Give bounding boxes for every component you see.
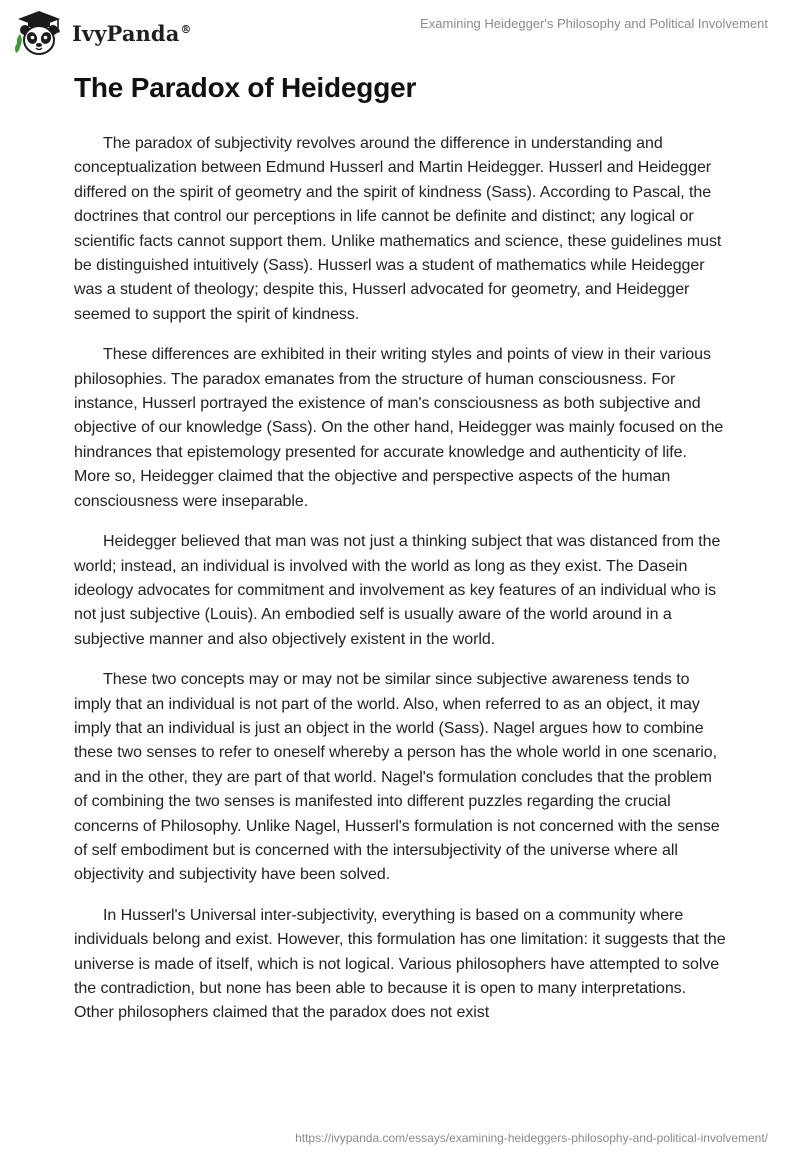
page-title: The Paradox of Heidegger	[74, 72, 417, 103]
logo-wordmark	[72, 21, 192, 46]
paragraph: These two concepts may or may not be similar since subjective awareness tends to imply that an individual is not part of the world. Also, when referred to as an object, it may imply that an individual is just an object in the world (Sass). Nagel argues how to combine these two senses to refer to oneself whereby a person has the whole world in one scenario, and in the other, they are part of that world. Nagel's formulation concludes that the problem of combining the two senses is manifested into different puzzles regarding the crucial concerns of Philosophy. Unlike Nagel, Husserl's formulation is not concerned with the sense of self embodiment but is concerned with the intersubjectivity of the universe where all objectivity and subjectivity have been solved.	[74, 671, 720, 884]
panda-graduate-icon	[14, 8, 64, 58]
page-header	[0, 0, 800, 64]
source-url-link[interactable]: https://ivypanda.com/essays/examining-heideggers-philosophy-and-political-involvement/	[295, 1131, 768, 1145]
paragraph: In Husserl's Universal inter-subjectivity, everything is based on a community where individuals belong and exist. However, this formulation has one limitation: it suggests that the universe is made of itself, which is not logical. Various philosophers have attempted to solve the contradiction, but none has been able to because it is open to many interpretations. Other philosophers claimed that the paradox does not exist	[74, 906, 726, 1022]
ivypanda-logo[interactable]	[14, 8, 192, 58]
paragraph: The paradox of subjectivity revolves around the difference in understanding and conceptualization between Edmund Husserl and Martin Heidegger. Husserl and Heidegger differed on the spirit of geometry and the spirit of kindness (Sass). According to Pascal, the doctrines that control our perceptions in life cannot be definite and distinct; any logical or scientific facts cannot support them. Unlike mathematics and science, these guidelines must be distinguished intuitively (Sass). Husserl was a student of mathematics while Heidegger was a student of theology; despite this, Husserl advocated for geometry, and Heidegger seemed to support the spirit of kindness.	[74, 135, 722, 323]
document-title: Examining Heidegger's Philosophy and Political Involvement	[420, 16, 768, 31]
registered-mark: ®	[180, 22, 192, 36]
article-body	[74, 132, 726, 1042]
paragraph: These differences are exhibited in their writing styles and points of view in their various philosophies. The paradox emanates from the structure of human consciousness. For instance, Husserl portrayed the existence of man's consciousness as both subjective and objective of our knowledge (Sass). On the other hand, Heidegger was mainly focused on the hindrances that epistemology presented for accurate knowledge and authenticity of life. More so, Heidegger claimed that the objective and perspective aspects of the human consciousness were inseparable.	[74, 346, 724, 510]
logo-text: IvyPanda	[72, 20, 180, 46]
paragraph: Heidegger believed that man was not just a thinking subject that was distanced from the world; instead, an individual is involved with the world as long as they exist. The Dasein ideology advocates for commitment and involvement as key features of an individual who is not just subjective (Louis). An embodied self is usually aware of the world around in a subjective manner and also objectively existent in the world.	[74, 533, 721, 648]
